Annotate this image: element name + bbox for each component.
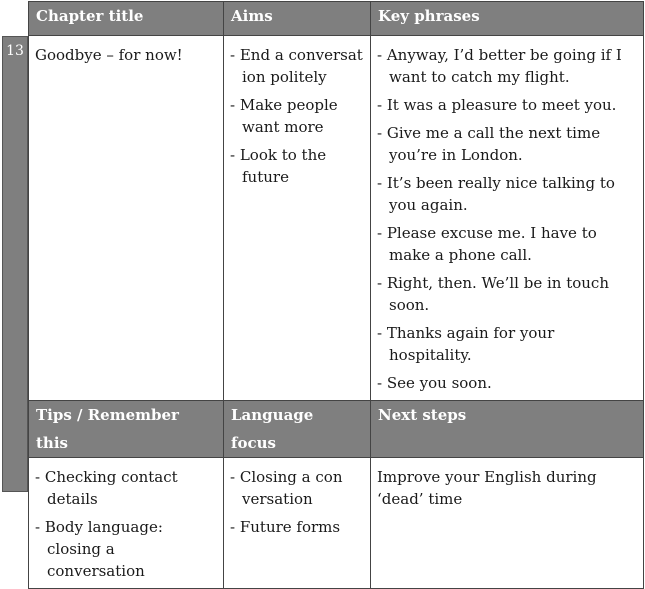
aims-item: - Make people want more — [230, 94, 364, 138]
language-focus-list — [230, 466, 364, 538]
aims-cell — [224, 36, 371, 401]
tips-cell — [29, 458, 224, 589]
content-row-2 — [29, 458, 644, 589]
header-language-focus: Language focus — [224, 401, 371, 458]
key-phrase-item: - Thanks again for your hospitality. — [377, 322, 637, 366]
key-phrase-item: - Give me a call the next time you’re in London. — [377, 122, 637, 166]
header-chapter-title: Chapter title — [29, 2, 224, 36]
chapter-title-text: Goodbye – for now! — [35, 46, 183, 64]
aims-list — [230, 44, 364, 188]
key-phrase-item: - Please excuse me. I have to make a phone call. — [377, 222, 637, 266]
tips-list — [35, 466, 217, 582]
key-phrase-item: - Right, then. We’ll be in touch soon. — [377, 272, 637, 316]
language-focus-cell — [224, 458, 371, 589]
content-row-1 — [29, 36, 644, 401]
header-next-steps: Next steps — [371, 401, 644, 458]
tips-item: - Body language: closing a conversation — [35, 516, 217, 582]
key-phrase-item: - It’s been really nice talking to you again. — [377, 172, 637, 216]
key-phrase-item: - It was a pleasure to meet you. — [377, 94, 637, 116]
chapter-title-cell — [29, 36, 224, 401]
chapter-summary-table — [28, 1, 644, 589]
chapter-number-tab — [2, 36, 28, 492]
next-steps-cell — [371, 458, 644, 589]
header-row-2 — [29, 401, 644, 458]
key-phrases-cell — [371, 36, 644, 401]
aims-item: - End a conversat ion politely — [230, 44, 364, 88]
next-steps-text: Improve your English during ‘dead’ time — [377, 468, 597, 508]
key-phrases-list — [377, 44, 637, 394]
chapter-number: 13 — [6, 43, 24, 59]
key-phrase-item: - See you soon. — [377, 372, 637, 394]
key-phrase-item: - Anyway, I’d better be going if I want to catch my flight. — [377, 44, 637, 88]
header-tips: Tips / Remember this — [29, 401, 224, 458]
header-aims: Aims — [224, 2, 371, 36]
aims-item: - Look to the future — [230, 144, 364, 188]
language-focus-item: - Closing a con versation — [230, 466, 364, 510]
language-focus-item: - Future forms — [230, 516, 364, 538]
tips-item: - Checking contact details — [35, 466, 217, 510]
header-key-phrases: Key phrases — [371, 2, 644, 36]
header-row-1 — [29, 2, 644, 36]
